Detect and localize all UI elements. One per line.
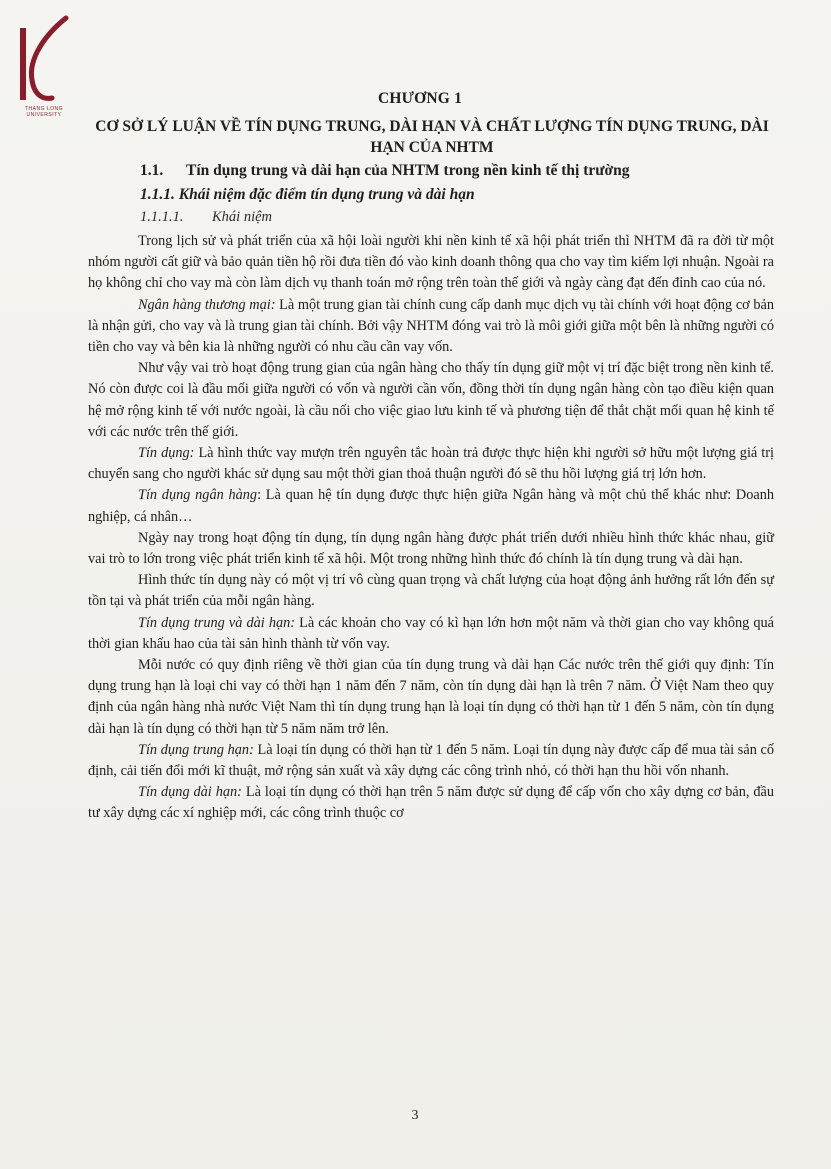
term: Ngân hàng thương mại: [138, 296, 276, 313]
paragraph: Như vậy vai trò hoạt động trung gian của ngân hàng cho thấy tín dụng giữ một vị trí đặc biệt trong nền kinh tế. Nó còn được coi là đầu mối giữa người có vốn và người cần vốn, đồng thời tín dụng ngân hàng còn tạo điều kiện quan hệ mở rộng kinh tế với nước ngoài, là cầu nối cho việc giao lưu kinh tế và phương tiện để thắt chặt mối quan hệ kinh tế với các nước trên thế giới. [88, 360, 774, 440]
paragraph: Tín dụng: Là hình thức vay mượn trên nguyên tắc hoàn trả được thực hiện khi người sở hữu một lượng giá trị chuyển sang cho người khác sử dụng sau một thời gian thoả thuận người đó sẽ thu hồi lượng giá trị lớn hơn. [88, 445, 774, 483]
page-number: 3 [411, 1108, 419, 1123]
subsection-number: 1.1.1. [140, 186, 175, 203]
body-text [88, 231, 774, 825]
paragraph: Tín dụng dài hạn: Là loại tín dụng có thời hạn trên 5 năm được sử dụng để cấp vốn cho xây dựng cơ bản, đầu tư xây dựng các xí nghiệp mới, các công trình thuộc cơ [88, 784, 774, 822]
term: Tín dụng dài hạn: [138, 784, 242, 801]
subsubsection-title: Khái niệm [212, 209, 273, 225]
section-heading [140, 162, 780, 180]
paragraph: Trong lịch sử và phát triển của xã hội loài người khi nền kinh tế xã hội phát triển thì NHTM đã ra đời từ một nhóm người cất giữ và bảo quản tiền hộ rồi đưa tiền đó vào kinh doanh thông qua cho vay tìm kiếm lợi nhuận. Ngoài ra họ không chỉ cho vay mà còn làm dịch vụ thanh toán mở rộng trên toàn thế giới và ngày càng đạt đến đỉnh cao của nó. [88, 233, 774, 292]
term: Tín dụng trung và dài hạn: [138, 614, 296, 631]
term: Tín dụng trung hạn: [138, 741, 254, 758]
subsection-heading [140, 186, 780, 204]
paragraph: Tín dụng trung và dài hạn: Là các khoản cho vay có kì hạn lớn hơn một năm và thời gian cho vay không quá thời gian khấu hao của tài sản hình thành từ vốn vay. [88, 614, 774, 652]
section-number: 1.1. [140, 162, 164, 179]
section-title: Tín dụng trung và dài hạn của NHTM trong nền kinh tế thị trường [186, 162, 630, 179]
term: Tín dụng ngân hàng [138, 487, 258, 504]
chapter-heading: CHƯƠNG 1 [377, 90, 463, 107]
paragraph: Ngày nay trong hoạt động tín dụng, tín dụng ngân hàng được phát triển dưới nhiều hình thức khác nhau, giữ vai trò to lớn trong việc phát triển kinh tế xã hội. Một trong những hình thức đó chính là tín dụng trung và dài hạn. [88, 529, 774, 568]
subsection-title: Khái niệm đặc điểm tín dụng trung và dài hạn [178, 186, 475, 203]
subsubsection-heading [140, 209, 780, 226]
paragraph: Ngân hàng thương mại: Là một trung gian tài chính cung cấp danh mục dịch vụ tài chính với hoạt động cơ bản là nhận gửi, cho vay và là trung gian tài chính. Bởi vậy NHTM đóng vai trò là môi giới giữa một bên là những người có tiền cho vay và bên kia là những người có nhu cầu cần vay vốn. [88, 296, 775, 356]
subsubsection-number: 1.1.1.1. [140, 209, 184, 225]
chapter-title: CƠ SỞ LÝ LUẬN VỀ TÍN DỤNG TRUNG, DÀI HẠN VÀ CHẤT LƯỢNG TÍN DỤNG TRUNG, DÀI HẠN CỦA NHTM [95, 118, 769, 156]
paragraph: Mỗi nước có quy định riêng về thời gian của tín dụng trung và dài hạn Các nước trên thế giới quy định: Tín dụng trung hạn là loại chi vay có thời hạn 1 năm đến 7 năm, còn tín dụng dài hạn là trên 7 năm. Ở Việt Nam theo quy định của ngân hàng nhà nước Việt Nam thì tín dụng trung hạn là loại tín dụng có thời hạn từ 1 đến 5 năm, còn tín dụng dài hạn là tín dụng có thời hạn từ 5 năm năm trở lên. [88, 657, 774, 737]
term: Tín dụng: [138, 445, 195, 462]
paragraph: Hình thức tín dụng này có một vị trí vô cùng quan trọng và chất lượng của hoạt động ảnh hưởng rất lớn đến sự tồn tại và phát triển của mỗi ngân hàng. [88, 572, 774, 610]
logo-text: THANG LONG UNIVERSITY [24, 106, 64, 118]
paragraph: Tín dụng trung hạn: Là loại tín dụng có thời hạn từ 1 đến 5 năm. Loại tín dụng này được cấp để mua tài sản cố định, cải tiến đổi mới kĩ thuật, mở rộng sản xuất và xây dựng các công trình nhỏ, có thời hạn thu hồi vốn nhanh. [88, 741, 775, 780]
paragraph: Tín dụng ngân hàng: Là quan hệ tín dụng được thực hiện giữa Ngân hàng và một chủ thể khác như: Doanh nghiệp, cá nhân… [88, 487, 774, 525]
